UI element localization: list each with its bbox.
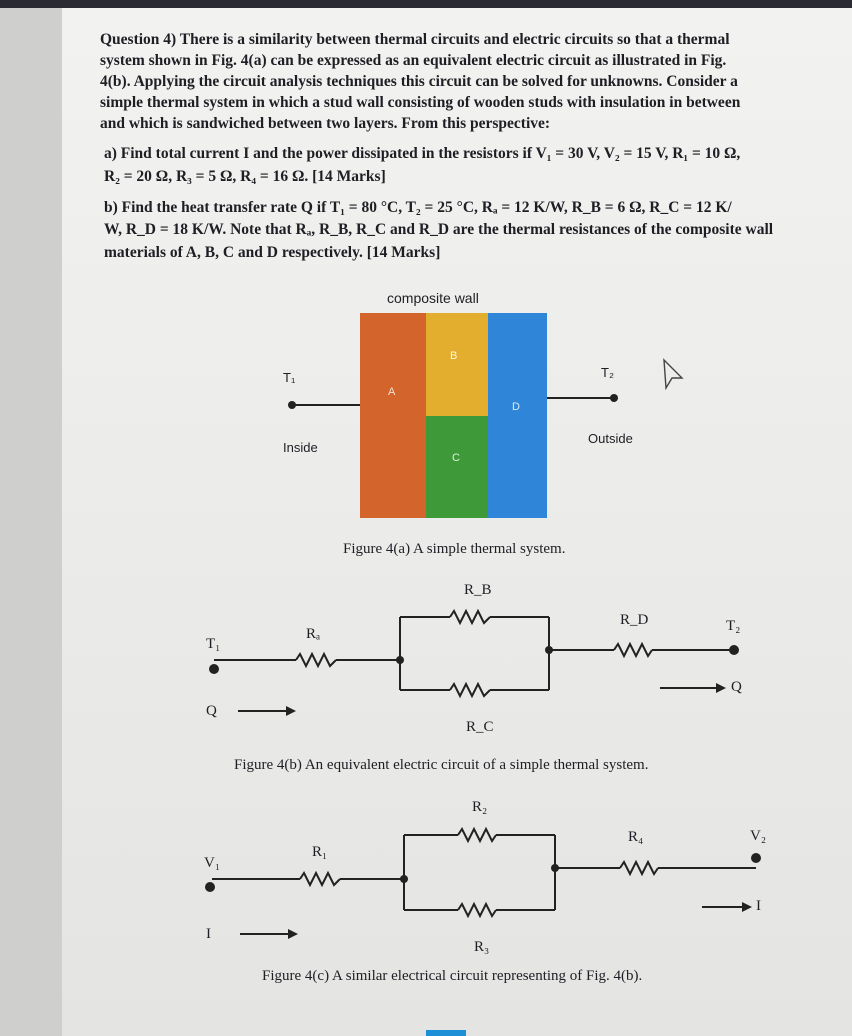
layer-d-label: D — [512, 401, 520, 413]
inside-label: Inside — [283, 440, 318, 455]
part-a-line-2: R₂ = 20 Ω, R₃ = 5 Ω, R₄ = 16 Ω. [14 Marks] — [104, 168, 386, 185]
part-b-line-2: W, R_D = 18 K/W. Note that Rₐ, R_B, R_C and R_D are the thermal resistances of the composite wall — [104, 221, 774, 238]
fig-a-t2-label: T₂ — [601, 365, 614, 380]
fig-b-t1-label: T₁ — [206, 636, 221, 652]
part-b-line-1: b) Find the heat transfer rate Q if T₁ = 80 °C, T₂ = 25 °C, Rₐ = 12 K/W, R_B = 6 Ω, R_C = 12 K/ — [104, 199, 732, 216]
r1-label: R₁ — [312, 844, 328, 860]
junction-node — [551, 864, 559, 872]
arrowhead-icon — [288, 929, 298, 939]
figure-4b-caption: Figure 4(b) An equivalent electric circuit of a simple thermal system. — [234, 757, 649, 773]
resistor-r3 — [458, 904, 496, 916]
question-line-2: system shown in Fig. 4(a) can be expressed as an equivalent electric circuit as illustrated in Fig. — [100, 52, 727, 69]
question-line-4: simple thermal system in which a stud wall consisting of wooden studs with insulation in between — [100, 94, 741, 111]
fig-a-t1-label: T₁ — [283, 370, 296, 385]
figure-4a-caption: Figure 4(a) A simple thermal system. — [343, 541, 566, 557]
i-left-label: I — [206, 926, 211, 942]
part-a-line-1: a) Find total current I and the power dissipated in the resistors if V₁ = 30 V, V₂ = 15 V, R₁ = 10 Ω, — [104, 145, 741, 162]
resistor-r4 — [620, 862, 658, 874]
v2-node — [751, 853, 761, 863]
r3-label: R₃ — [474, 939, 490, 955]
figure-4c-caption: Figure 4(c) A similar electrical circuit representing of Fig. 4(b). — [262, 968, 643, 984]
resistor-r2 — [458, 829, 496, 841]
rd-label: R_D — [620, 612, 649, 628]
question-line-1: Question 4) There is a similarity between thermal circuits and electric circuits so that a thermal — [100, 31, 730, 48]
i-right-label: I — [756, 898, 761, 914]
q-left-label: Q — [206, 703, 217, 719]
blue-tab — [426, 1030, 466, 1036]
layer-b-label: B — [450, 350, 458, 362]
v1-label: V₁ — [204, 855, 221, 871]
question-line-3: 4(b). Applying the circuit analysis techniques this circuit can be solved for unknowns. Consider a — [100, 73, 738, 90]
arrowhead-icon — [742, 902, 752, 912]
r4-label: R₄ — [628, 829, 644, 845]
question-line-5: and which is sandwiched between two layers. From this perspective: — [100, 115, 551, 132]
outside-label: Outside — [588, 431, 633, 446]
r2-label: R₂ — [472, 799, 488, 815]
rc-label: R_C — [466, 719, 494, 735]
part-b-line-3: materials of A, B, C and D respectively. [14 Marks] — [104, 244, 441, 261]
layer-a-label: A — [388, 386, 396, 398]
layer-c-label: C — [452, 452, 460, 464]
composite-wall-title: composite wall — [387, 290, 479, 306]
junction-node — [400, 875, 408, 883]
v1-node — [205, 882, 215, 892]
ra-label: Rₐ — [306, 626, 321, 642]
rb-label: R_B — [464, 582, 492, 598]
q-right-label: Q — [731, 679, 742, 695]
v2-label: V₂ — [750, 828, 767, 844]
resistor-r1 — [300, 873, 340, 885]
fig-b-t2-label: T₂ — [726, 618, 741, 634]
